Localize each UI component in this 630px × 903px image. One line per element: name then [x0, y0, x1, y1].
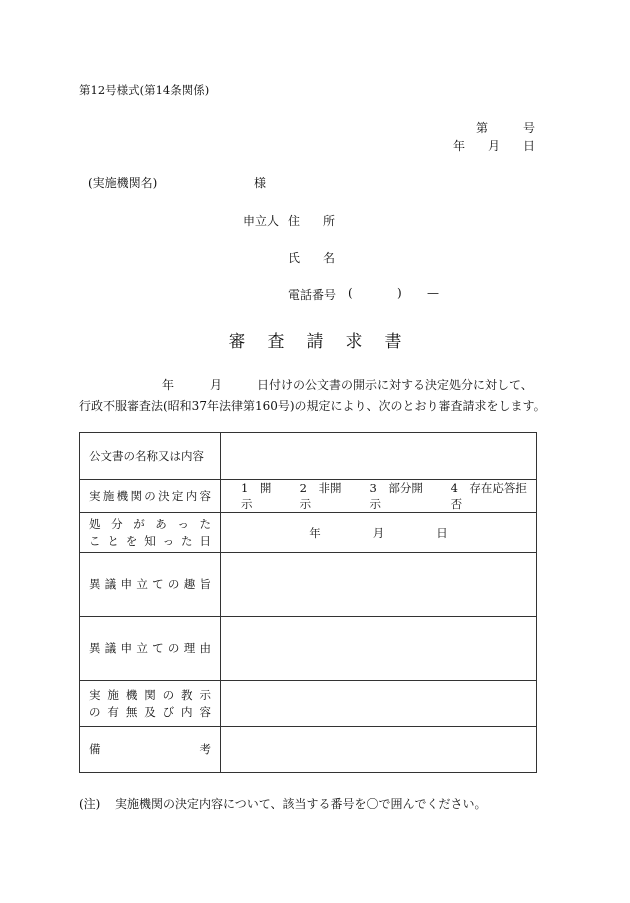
label-char: 有 — [107, 704, 119, 719]
label-char: 機 — [125, 687, 138, 702]
doc-number-go: 号 — [523, 121, 536, 135]
label-char: び — [162, 704, 175, 719]
form-number: 第12号様式(第14条関係) — [79, 83, 210, 97]
known-date-field[interactable] — [221, 513, 537, 553]
request-form-table — [79, 432, 537, 773]
label-char: の — [167, 641, 180, 655]
name-label-2: 名 — [323, 251, 336, 265]
label-char: 容 — [199, 704, 211, 719]
label-char: あ — [155, 516, 167, 531]
label-char: の — [162, 687, 175, 702]
label-char: っ — [177, 516, 189, 531]
label-document-name-text: 公文書の名称又は内容 — [89, 449, 204, 463]
option-non-disclose[interactable]: 2 非開示 — [299, 481, 342, 511]
address-label-2: 所 — [323, 214, 336, 228]
label-char: の — [167, 577, 180, 591]
table-row — [80, 727, 537, 773]
addressee-org: (実施機関名) — [88, 176, 158, 190]
label-char: の — [89, 704, 101, 719]
table-row — [80, 513, 537, 553]
label-char: 実 — [89, 687, 101, 702]
phone-label: 電話番号 — [288, 288, 337, 302]
label-char: の — [144, 488, 156, 503]
table-row — [80, 553, 537, 617]
decision-options — [221, 480, 537, 513]
label-char: 立 — [136, 641, 148, 655]
body-line1: 日付けの公文書の開示に対する決定処分に対して、 — [257, 378, 533, 392]
known-date-month: 月 — [372, 525, 385, 540]
phone-close-paren: ) — [397, 286, 402, 300]
label-char: 理 — [183, 641, 196, 655]
applicant-label: 申立人 — [243, 214, 280, 228]
label-char: 施 — [107, 687, 119, 702]
label-char: 定 — [171, 488, 184, 503]
table-row — [80, 480, 537, 513]
label-char: 決 — [158, 488, 170, 503]
doc-number-dai: 第 — [476, 121, 489, 135]
body-line2: 行政不服審査法(昭和37年法律第160号)の規定により、次のとおり審査請求をします。 — [79, 399, 546, 413]
label-char: 趣 — [183, 577, 196, 591]
label-char: 日 — [199, 533, 211, 548]
objection-purpose-field[interactable] — [221, 553, 537, 617]
label-char: 備 — [89, 742, 101, 756]
addressee-sama: 様 — [254, 176, 267, 190]
label-char: 容 — [199, 488, 211, 503]
label-objection-purpose — [80, 553, 221, 617]
label-char: 処 — [89, 516, 101, 531]
address-label-1: 住 — [288, 214, 301, 228]
label-char: 及 — [144, 704, 156, 719]
page-title: 審査請求書 — [228, 332, 424, 352]
label-char: 示 — [199, 687, 211, 702]
label-char: 旨 — [199, 577, 211, 591]
note-text: 実施機関の決定内容について、該当する番号を〇で囲んでください。 — [115, 797, 487, 811]
phone-dash: — — [427, 286, 439, 300]
label-char: 関 — [130, 488, 142, 503]
body-year: 年 — [162, 378, 175, 392]
option-disclose[interactable]: 1 開示 — [241, 481, 272, 511]
option-refuse-existence[interactable]: 4 存在応答拒否 — [450, 481, 527, 511]
table-row — [80, 617, 537, 681]
label-char: 教 — [181, 687, 193, 702]
body-month: 月 — [210, 378, 223, 392]
label-char: 議 — [104, 641, 117, 655]
known-date-day: 日 — [436, 525, 448, 540]
label-char: と — [107, 533, 119, 548]
label-char: 実 — [89, 488, 101, 503]
date-month: 月 — [488, 139, 501, 153]
date-day: 日 — [523, 139, 536, 153]
label-char: て — [152, 641, 164, 655]
label-char: た — [199, 516, 211, 531]
note-prefix: (注) — [79, 797, 101, 811]
label-char: 異 — [89, 577, 101, 591]
label-char: た — [181, 533, 193, 548]
label-objection-reason — [80, 617, 221, 681]
label-char: 議 — [104, 577, 117, 591]
label-known-date — [80, 513, 221, 553]
phone-open-paren: ( — [348, 286, 353, 300]
label-char: 異 — [89, 641, 101, 655]
label-char: こ — [89, 533, 101, 548]
label-char: 由 — [199, 641, 211, 655]
label-char: 立 — [136, 577, 148, 591]
label-char: 内 — [185, 488, 198, 503]
instruction-field[interactable] — [221, 681, 537, 727]
label-char: っ — [162, 533, 175, 548]
label-char: 分 — [111, 516, 123, 531]
date-year: 年 — [453, 139, 466, 153]
table-row — [80, 433, 537, 480]
option-partial-disclose[interactable]: 3 部分開示 — [369, 481, 423, 511]
label-char: 施 — [102, 488, 115, 503]
label-char: 申 — [120, 641, 133, 655]
objection-reason-field[interactable] — [221, 617, 537, 681]
label-decision — [80, 480, 221, 513]
label-char: 関 — [144, 687, 156, 702]
label-document-name — [80, 433, 221, 480]
label-char: 無 — [125, 704, 138, 719]
label-char: を — [125, 533, 138, 548]
label-char: 内 — [181, 704, 193, 719]
label-char: 考 — [199, 742, 211, 756]
table-row — [80, 681, 537, 727]
label-char: が — [133, 516, 145, 531]
label-instruction — [80, 681, 221, 727]
name-label-1: 氏 — [288, 251, 301, 265]
remarks-field[interactable] — [221, 727, 537, 773]
label-char: 機 — [116, 488, 129, 503]
label-char: 申 — [120, 577, 133, 591]
label-remarks — [80, 727, 221, 773]
document-name-field[interactable] — [221, 433, 537, 480]
known-date-year: 年 — [309, 525, 321, 540]
label-char: 知 — [144, 533, 156, 548]
label-char: て — [152, 577, 164, 591]
